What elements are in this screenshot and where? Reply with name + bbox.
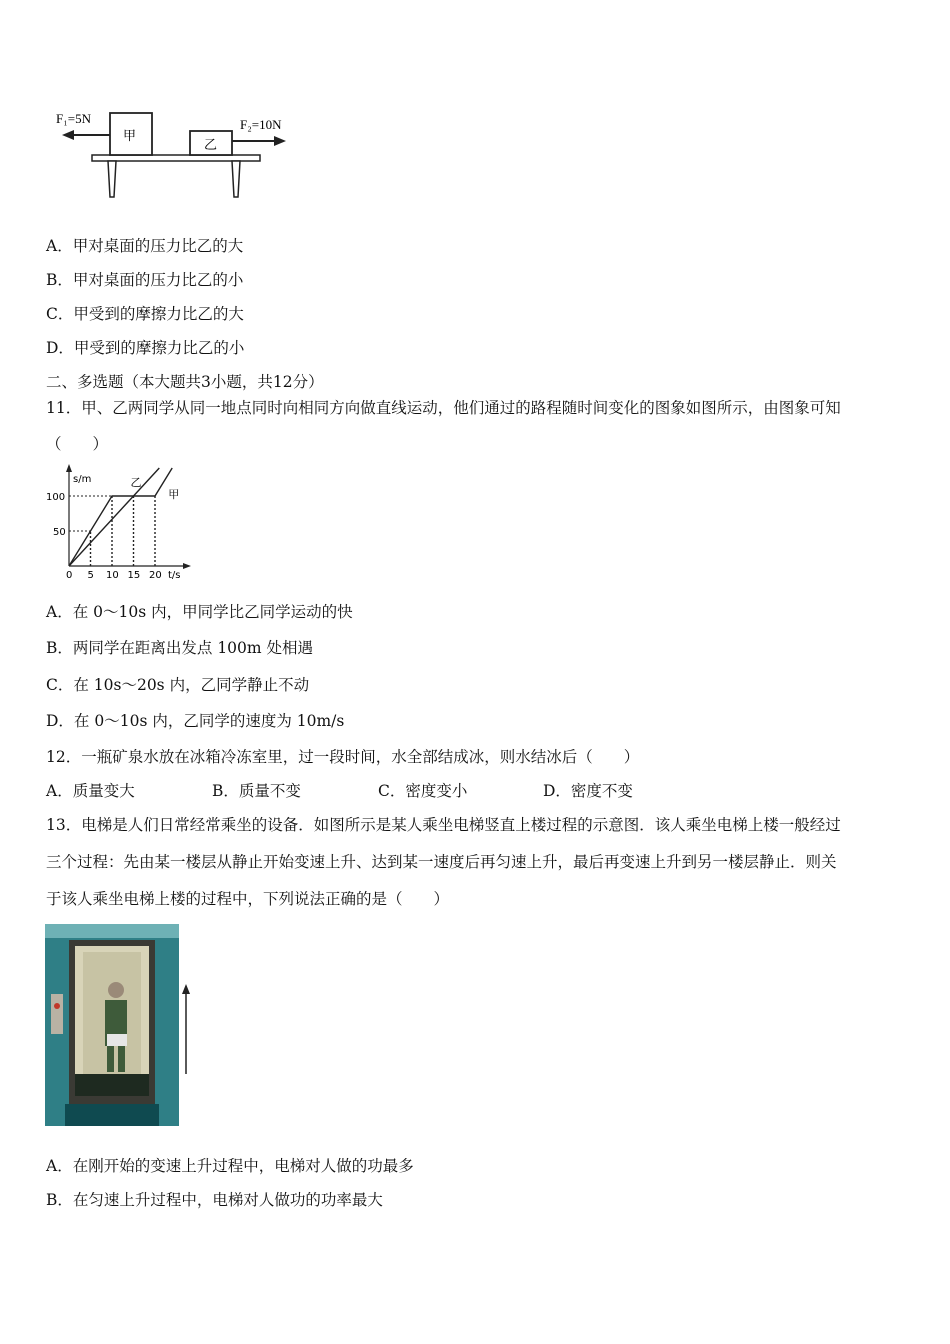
x-tick-label: 0 <box>66 570 73 580</box>
q10-option-b: B．甲对桌面的压力比乙的小 <box>46 271 244 289</box>
block-b-label: 乙 <box>204 138 218 153</box>
up-arrow-icon <box>178 984 194 1076</box>
q12-option-b: B．质量不变 <box>212 782 301 800</box>
x-tick-label: 5 <box>87 570 94 580</box>
st-chart <box>40 462 200 580</box>
q11-stem: 11．甲、乙两同学从同一地点同时向相同方向做直线运动，他们通过的路程随时间变化的图象如图所示，由图象可知 <box>46 399 841 417</box>
series-label-jia: 甲 <box>168 488 180 501</box>
series-label-yi: 乙 <box>130 476 142 489</box>
q12-option-a: A．质量变大 <box>46 782 135 800</box>
x-axis-label: t/s <box>168 570 181 580</box>
y-axis-label: s/m <box>73 474 92 485</box>
q10-option-c: C．甲受到的摩擦力比乙的大 <box>46 305 244 323</box>
force-f1-label: F₁=5N <box>56 111 91 126</box>
x-axis-arrow <box>183 563 191 569</box>
x-tick-label: 10 <box>106 570 119 580</box>
q11-option-c: C．在 10s～20s 内，乙同学静止不动 <box>46 676 310 694</box>
q12-option-d: D．密度不变 <box>543 782 633 800</box>
y-tick-label: 50 <box>53 527 66 538</box>
q12-stem: 12．一瓶矿泉水放在冰箱冷冻室里，过一段时间，水全部结成冰，则水结冰后（ ） <box>46 748 640 766</box>
q12-option-c: C．密度变小 <box>378 782 468 800</box>
q11-blank: （ ） <box>46 435 109 453</box>
q13-stem-line3: 于该人乘坐电梯上楼的过程中，下列说法正确的是（ ） <box>46 890 450 908</box>
y-tick-label: 100 <box>46 492 66 503</box>
section-heading: 二、多选题（本大题共3小题，共12分） <box>46 373 324 391</box>
q13-stem-line2: 三个过程：先由某一楼层从静止开始变速上升、达到某一速度后再匀速上升，最后再变速上升到另一楼层静止．则关 <box>46 853 837 871</box>
q11-option-d: D．在 0～10s 内，乙同学的速度为 10m/s <box>46 712 345 730</box>
x-tick-label: 15 <box>127 570 141 580</box>
q11-option-a: A．在 0～10s 内，甲同学比乙同学运动的快 <box>46 603 353 621</box>
force-f2-label: F₂=10N <box>240 117 282 132</box>
q10-option-a: A．甲对桌面的压力比乙的大 <box>46 237 244 255</box>
x-tick-label: 20 <box>149 570 162 580</box>
table-force-diagram <box>50 105 310 205</box>
y-axis-arrow <box>66 464 72 472</box>
q10-option-d: D．甲受到的摩擦力比乙的小 <box>46 339 245 357</box>
elevator-photo <box>45 924 179 1126</box>
q13-option-a: A．在刚开始的变速上升过程中，电梯对人做的功最多 <box>46 1157 414 1175</box>
q11-option-b: B．两同学在距离出发点 100m 处相遇 <box>46 639 314 657</box>
block-a-label: 甲 <box>123 129 137 144</box>
q13-option-b: B．在匀速上升过程中，电梯对人做功的功率最大 <box>46 1191 383 1209</box>
q13-stem-line1: 13．电梯是人们日常经常乘坐的设备．如图所示是某人乘坐电梯竖直上楼过程的示意图．该人乘坐电梯上楼一般经过 <box>46 816 841 834</box>
